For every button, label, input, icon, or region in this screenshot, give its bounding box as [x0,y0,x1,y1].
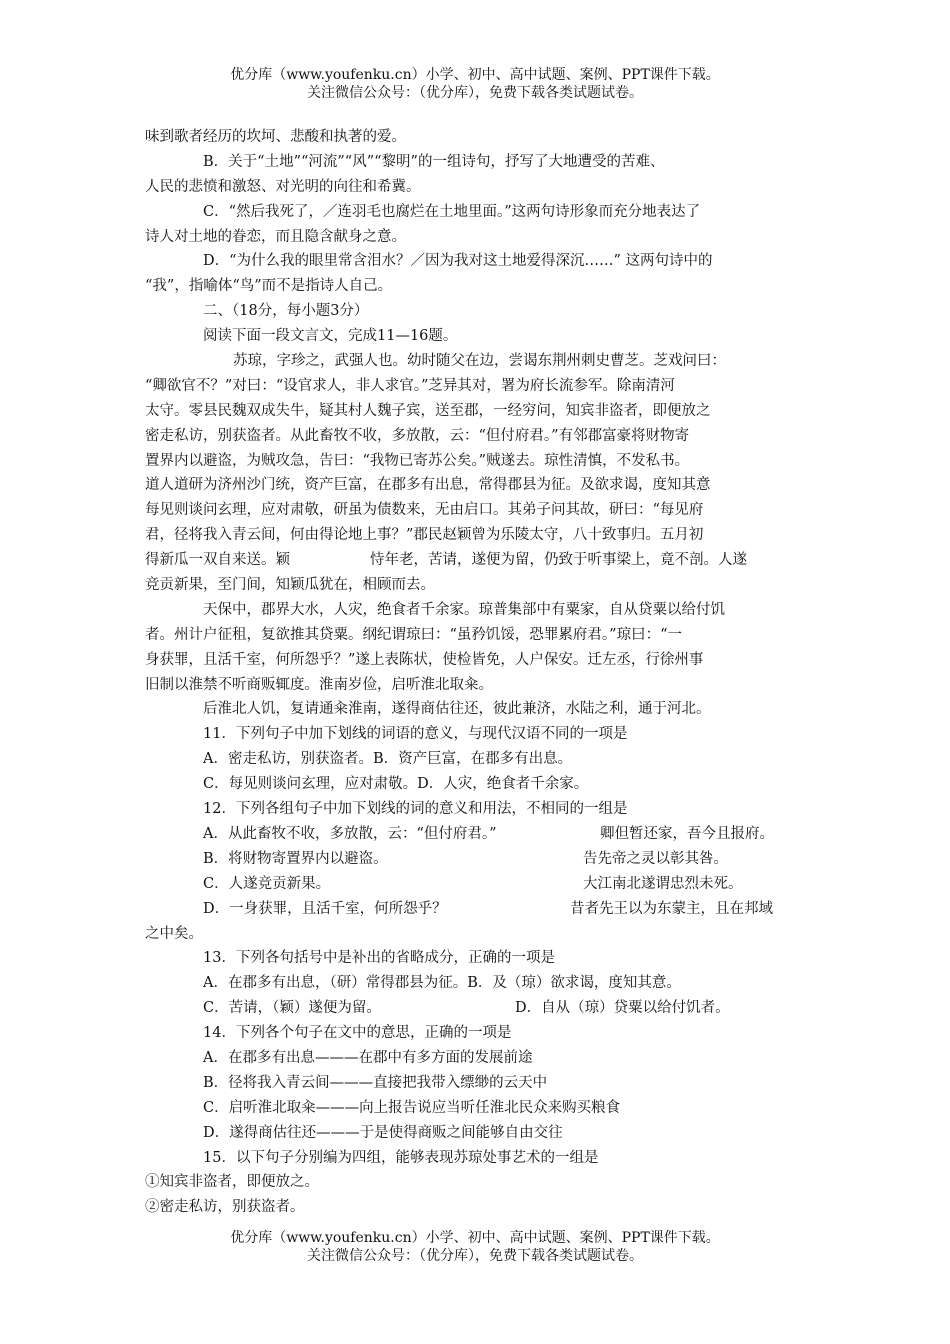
passage-line: 后淮北人饥，复请通籴淮南，遂得商估往还，彼此兼济，水陆之利，通于河北。 [203,701,711,718]
question-14-option-d: D．遂得商估往还———于是使得商贩之间能够自由交往 [203,1124,563,1141]
passage-line [145,548,810,573]
option-right: 告先帝之灵以彰其咎。 [583,850,728,867]
passage-line: 旧制以淮禁不听商贩辄度。淮南岁俭，启听淮北取籴。 [145,676,493,693]
option-d-line-1: D．“为什么我的眼里常含泪水？／因为我对这土地爱得深沉……” 这两句诗中的 [203,253,713,270]
option-right: 大江南北遂谓忠烈未死。 [583,875,743,892]
question-13-options-ab: A．在郡多有出息，（研）常得郡县为征。B．及（琼）欲求谒，度知其意。 [203,975,681,992]
option-b-line-1: B．关于“土地”“河流”“风”“黎明”的一组诗句，抒写了大地遭受的苦难、 [203,153,665,170]
option-b-line-2: 人民的悲愤和激怒、对光明的向往和希冀。 [145,178,421,195]
question-15: 15．以下句子分别编为四组，能够表现苏琼处事艺术的一组是 [203,1149,599,1166]
option-c-line-1: C．“然后我死了，／连羽毛也腐烂在土地里面。”这两句诗形象而充分地表达了 [203,203,701,220]
passage-line: 竞贡新果，至门间，知颖瓜犹在，相顾而去。 [145,577,435,594]
question-13: 13．下列各句括号中是补出的省略成分，正确的一项是 [203,950,555,967]
passage-line: 君，径将我入青云间，何由得论地上事？”郡民赵颖曾为乐陵太守，八十致事归。五月初 [145,527,704,544]
passage-line: 密走私访，别获盗者。从此畜牧不收，多放散，云：“但付府君。”有邻郡富豪将财物寄 [145,427,690,444]
page-content [145,125,810,1220]
option-d-line-2: “我”，指喻体“鸟”而不是指诗人自己。 [145,278,393,295]
passage-line: 道人道研为济州沙门统，资产巨富，在郡多有出息，常得郡县为征。及欲求谒，度知其意 [145,477,711,494]
passage-line: 每见则谈问玄理，应对肃敬，研虽为债数来，无由启口。其弟子问其故，研曰：“每见府 [145,502,704,519]
option-c-line-2: 诗人对土地的眷恋，而且隐含献身之意。 [145,228,406,245]
question-11-options-cd: C．每见则谈问玄理，应对肃敬。D．人灾，绝食者千余家。 [203,776,589,793]
passage-segment: 恃年老，苦请，遂便为留，仍致于听事梁上，竟不剖。人遂 [370,552,747,569]
option-left: C．苦请，（颖）遂便为留。 [203,1000,381,1017]
passage-line: 太守。零县民魏双成失牛，疑其村人魏子宾，送至郡，一经穷问，知宾非盗者，即便放之 [145,402,711,419]
question-12: 12．下列各组句子中加下划线的词的意义和用法，不相同的一组是 [203,801,628,818]
passage-line: 身获罪，且活千室，何所怨乎？”遂上表陈状，使检皆免，人户保安。迁左丞，行徐州事 [145,651,704,668]
passage-line: “卿欲官不？”对曰：“设官求人，非人求官。”芝异其对，署为府长流参军。除南清河 [145,377,675,394]
footer-line-1: 优分库（www.youfenku.cn）小学、初中、高中试题、案例、PPT课件下载。 [230,1230,720,1246]
passage-segment: 得新瓜一双自来送。颖 [145,552,290,569]
question-12-option-a [145,822,810,847]
section-heading: 二、（18分，每小题3分） [203,303,369,320]
option-left: B．将财物寄置界内以避盗。 [203,850,388,867]
page-header [0,66,950,102]
option-a-tail: 味到歌者经历的坎坷、悲酸和执著的爱。 [145,129,406,145]
question-11: 11．下列句子中加下划线的词语的意义，与现代汉语不同的一项是 [203,726,628,743]
passage-line: 苏琼，字珍之，武强人也。幼时随父在边，尝谒东荆州刺史曹芝。芝戏问曰： [233,353,726,370]
question-14-option-b: B．径将我入青云间———直接把我带入缥缈的云天中 [203,1074,548,1091]
page-footer [0,1229,950,1265]
question-13-options-cd [145,996,810,1021]
option-left: D．一身获罪，且活千室，何所怨乎？ [203,900,447,917]
footer-line-2: 关注微信公众号：（优分库），免费下载各类试题试卷。 [307,1248,643,1264]
question-12-option-b [145,847,810,872]
passage-line: 置界内以避盗，为贼攻急，告曰：“我物已寄苏公矣。”贼遂去。琼性清慎，不发私书。 [145,452,690,469]
header-line-2: 关注微信公众号：（优分库），免费下载各类试题试卷。 [307,85,643,101]
question-12-option-d-tail: 之中矣。 [145,925,203,942]
passage-line: 天保中，郡界大水，人灾，绝食者千余家。琼普集部中有粟家，自从贷粟以给付饥 [203,601,725,618]
header-line-1: 优分库（www.youfenku.cn）小学、初中、高中试题、案例、PPT课件下载。 [230,67,720,83]
option-right: D．自从（琼）贷粟以给付饥者。 [515,1000,730,1017]
question-11-options-ab: A．密走私访，别获盗者。B．资产巨富，在郡多有出息。 [203,751,573,768]
question-14: 14．下列各个句子在文中的意思，正确的一项是 [203,1025,512,1042]
question-14-option-a: A．在郡多有出息———在郡中有多方面的发展前途 [203,1049,533,1066]
option-left: C．人遂竞贡新果。 [203,875,331,892]
question-15-item-2: ②密走私访，别获盗者。 [145,1199,305,1216]
option-right: 昔者先王以为东蒙主，且在邦域 [570,900,773,917]
section-instruction: 阅读下面一段文言文，完成11—16题。 [203,328,458,345]
passage-line: 者。州计户征租，复欲推其贷粟。纲纪谓琼曰：“虽矜饥馁，恐罪累府君。”琼曰：“一 [145,626,682,643]
option-left: A．从此畜牧不收，多放散，云：“但付府君。” [203,825,497,842]
option-right: 卿但暂还家，吾今且报府。 [600,825,774,842]
question-12-option-c [145,872,810,897]
question-15-item-1: ①知宾非盗者，即便放之。 [145,1174,319,1191]
question-14-option-c: C．启听淮北取籴———向上报告说应当听任淮北民众来购买粮食 [203,1099,621,1116]
question-12-option-d [145,897,810,922]
